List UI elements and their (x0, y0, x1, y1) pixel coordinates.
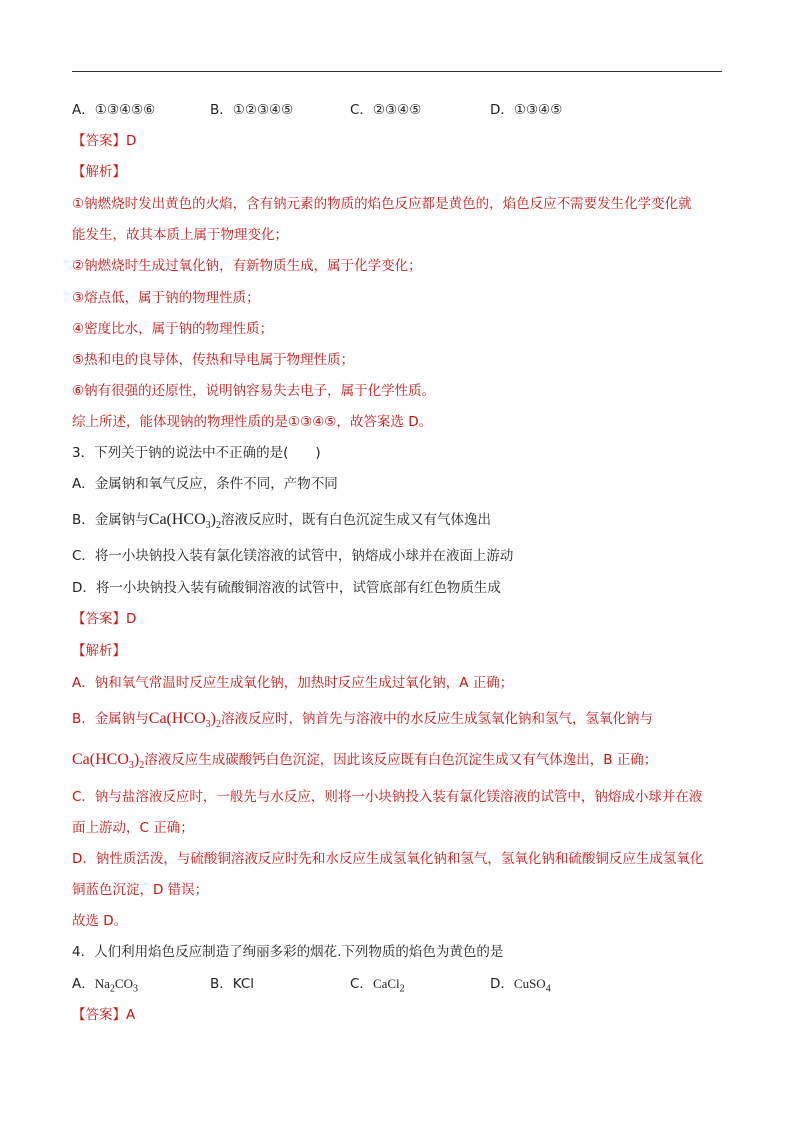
q2-analysis-line: ④密度比水，属于钠的物理性质； (72, 321, 274, 337)
q2-answer: 【答案】D (72, 133, 137, 149)
q2-analysis-line: 能发生，故其本质上属于物理变化； (72, 227, 288, 243)
formula-ca-hco3-2: $Ca(HCO_3)_2$ (148, 511, 221, 532)
q3-option-b (72, 510, 491, 536)
q4-answer: 【答案】A (72, 1007, 136, 1023)
q3-option-b-prefix: B．金属钠与 (72, 512, 149, 528)
q2-conclusion: 综上所述，能体现钠的物理性质的是①③④⑤，故答案选 D。 (72, 414, 433, 430)
q3-option-b-suffix: 溶液反应时，既有白色沉淀生成又有气体逸出 (220, 512, 491, 528)
q3-analysis-c2: 面上游动，C 正确； (72, 820, 194, 836)
q4-option-c: C．CaCl$_2$ (350, 976, 405, 995)
header-rule (72, 71, 722, 72)
q2-analysis-line: ③熔点低，属于钠的物理性质； (72, 290, 260, 306)
q3-analysis-a: A．钠和氧气常温时反应生成氧化钠，加热时反应生成过氧化钠，A 正确； (72, 675, 514, 691)
q3-analysis-b2: $Ca(HCO_3)_2$溶液反应生成碳酸钙白色沉淀，因此该反应既有白色沉淀生成又有气体逸出，B 正确； (72, 751, 658, 772)
q3-analysis-d1: D．钠性质活泼，与硫酸铜溶液反应时先和水反应生成氢氧化钠和氢气，氢氧化钠和硫酸铜反应生成氢氧化 (72, 851, 704, 867)
q3-choose: 故选 D。 (72, 913, 128, 929)
q2-analysis-line: ②钠燃烧时生成过氧化钠，有新物质生成，属于化学变化； (72, 258, 422, 274)
q3-stem: 3．下列关于钠的说法中不正确的是( ) (72, 445, 321, 461)
q3-analysis-label: 【解析】 (72, 643, 126, 659)
q2-analysis-line: ①钠燃烧时发出黄色的火焰，含有钠元素的物质的焰色反应都是黄色的，焰色反应不需要发生化学变化就 (72, 196, 692, 212)
q2-option-c: C．②③④⑤ (350, 102, 422, 118)
formula-ca-hco3-2: $Ca(HCO_3)_2$ (72, 751, 145, 772)
q2-analysis-line: ⑥钠有很强的还原性，说明钠容易失去电子，属于化学性质。 (72, 383, 436, 399)
q2-option-a: A．①③④⑤⑥ (72, 102, 156, 118)
q2-analysis-line: ⑤热和电的良导体，传热和导电属于物理性质； (72, 352, 355, 368)
q4-option-a: A．$Na_2CO_3$ (72, 976, 138, 995)
q2-option-d: D．①③④⑤ (490, 102, 563, 118)
q3-option-a: A．金属钠和氧气反应，条件不同，产物不同 (72, 476, 338, 492)
q3-analysis-c1: C．钠与盐溶液反应时，一般先与水反应，则将一小块钠投入装有氯化镁溶液的试管中，钠熔成小球并在液 (72, 789, 703, 805)
q2-analysis-label: 【解析】 (72, 164, 126, 180)
q2-option-b: B．①②③④⑤ (210, 102, 294, 118)
q3-option-c: C．将一小块钠投入装有氯化镁溶液的试管中，钠熔成小球并在液面上游动 (72, 548, 514, 564)
q4-option-d: D．CuSO$_4$ (490, 976, 551, 995)
formula-ca-hco3-2: $Ca(HCO_3)_2$ (148, 710, 221, 731)
q4-option-b: B．KCl (210, 976, 255, 992)
q3-analysis-b1: B．金属钠与$Ca(HCO_3)_2$溶液反应时，钠首先与溶液中的水反应生成氢氧化钠和氢气，氢氧化钠与 (72, 710, 653, 731)
q4-stem: 4．人们利用焰色反应制造了绚丽多彩的烟花.下列物质的焰色为黄色的是 (72, 944, 504, 960)
q3-analysis-d2: 铜蓝色沉淀，D 错误； (72, 882, 209, 898)
q3-answer: 【答案】D (72, 611, 137, 627)
q3-option-d: D．将一小块钠投入装有硫酸铜溶液的试管中，试管底部有红色物质生成 (72, 580, 501, 596)
